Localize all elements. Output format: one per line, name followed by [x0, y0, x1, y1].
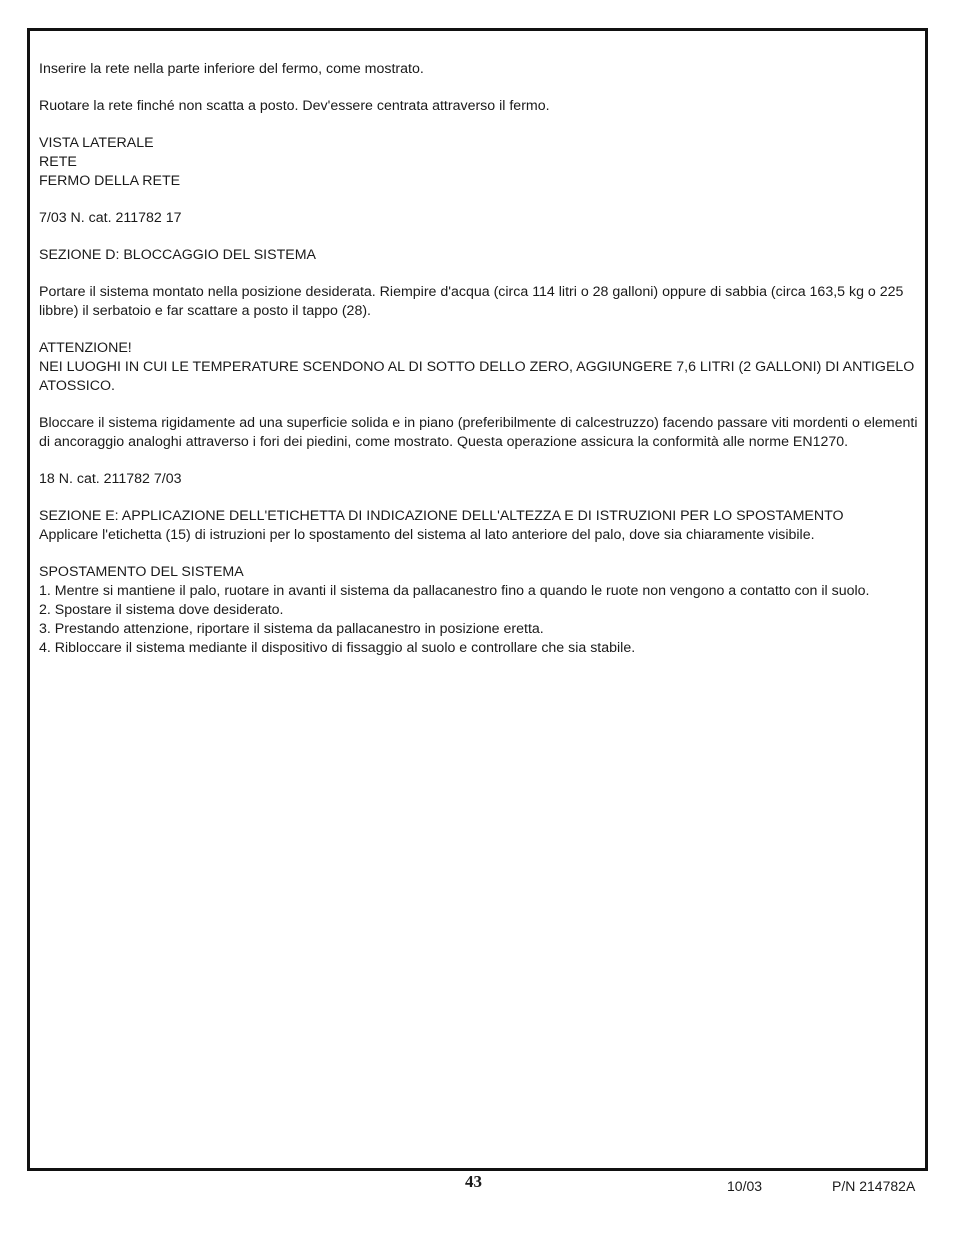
paragraph-insert-net	[39, 60, 919, 79]
moving-system-instructions	[39, 563, 919, 658]
paragraph-catalog-ref-18	[39, 470, 919, 489]
step-4: 4. Ribloccare il sistema mediante il dispositivo di fissaggio al suolo e controllare che sia stabile.	[39, 640, 636, 656]
section-heading: SEZIONE D: BLOCCAGGIO DEL SISTEMA	[39, 247, 316, 263]
paragraph-warning	[39, 339, 919, 396]
step-2: 2. Spostare il sistema dove desiderato.	[39, 602, 284, 618]
text-line: Inserire la rete nella parte inferiore del fermo, come mostrato.	[39, 61, 424, 77]
paragraph-anchor-system	[39, 414, 919, 452]
step-1: 1. Mentre si mantiene il palo, ruotare in avanti il sistema da pallacanestro fino a quando le ruote non vengono a contatto con il suolo.	[39, 583, 870, 599]
section-e	[39, 507, 919, 545]
paragraph-rotate-net	[39, 97, 919, 116]
warning-text: NEI LUOGHI IN CUI LE TEMPERATURE SCENDONO AL DI SOTTO DELLO ZERO, AGGIUNGERE 7,6 LITRI (2 GALLONI) DI ANTIGELO ATOSSICO.	[39, 359, 915, 394]
footer-date: 10/03	[727, 1178, 763, 1194]
step-3: 3. Prestando attenzione, riportare il sistema da pallacanestro in posizione eretta.	[39, 621, 544, 637]
section-heading: SEZIONE E: APPLICAZIONE DELL'ETICHETTA DI INDICAZIONE DELL'ALTEZZA E DI ISTRUZIONI PER LO SPOSTAMENTO	[39, 508, 844, 524]
section-d-heading	[39, 246, 919, 265]
warning-heading: ATTENZIONE!	[39, 340, 132, 356]
page-number: 43	[465, 1172, 482, 1191]
paragraph-fill-base	[39, 283, 919, 321]
text-line: Ruotare la rete finché non scatta a posto. Dev'essere centrata attraverso il fermo.	[39, 98, 550, 114]
part-number: P/N 214782A	[832, 1178, 916, 1194]
document-body	[39, 60, 919, 676]
text-line: Applicare l'etichetta (15) di istruzioni per lo spostamento del sistema al lato anteriore del palo, dove sia chiaramente visibile.	[39, 527, 815, 543]
subsection-heading: SPOSTAMENTO DEL SISTEMA	[39, 564, 244, 580]
figure-label-side-view: VISTA LATERALE	[39, 135, 154, 151]
catalog-reference: 18 N. cat. 211782 7/03	[39, 471, 182, 487]
paragraph-figure-labels	[39, 134, 919, 191]
page-border-frame	[27, 28, 928, 1171]
text-line: Bloccare il sistema rigidamente ad una superficie solida e in piano (preferibilmente di calcestruzzo) facendo passare viti mordenti o elementi di ancoraggio analoghi attraverso i fori dei piedini, come mostrato. Questa operazione assicura la conformità alle norme EN1270.	[39, 415, 918, 450]
figure-label-net: RETE	[39, 154, 77, 170]
figure-label-net-retainer: FERMO DELLA RETE	[39, 173, 181, 189]
catalog-reference: 7/03 N. cat. 211782 17	[39, 210, 182, 226]
paragraph-catalog-ref-17	[39, 209, 919, 228]
text-line: Portare il sistema montato nella posizione desiderata. Riempire d'acqua (circa 114 litri o 28 galloni) oppure di sabbia (circa 163,5 kg o 225 libbre) il serbatoio e far scattare a posto il tappo (28).	[39, 284, 904, 319]
